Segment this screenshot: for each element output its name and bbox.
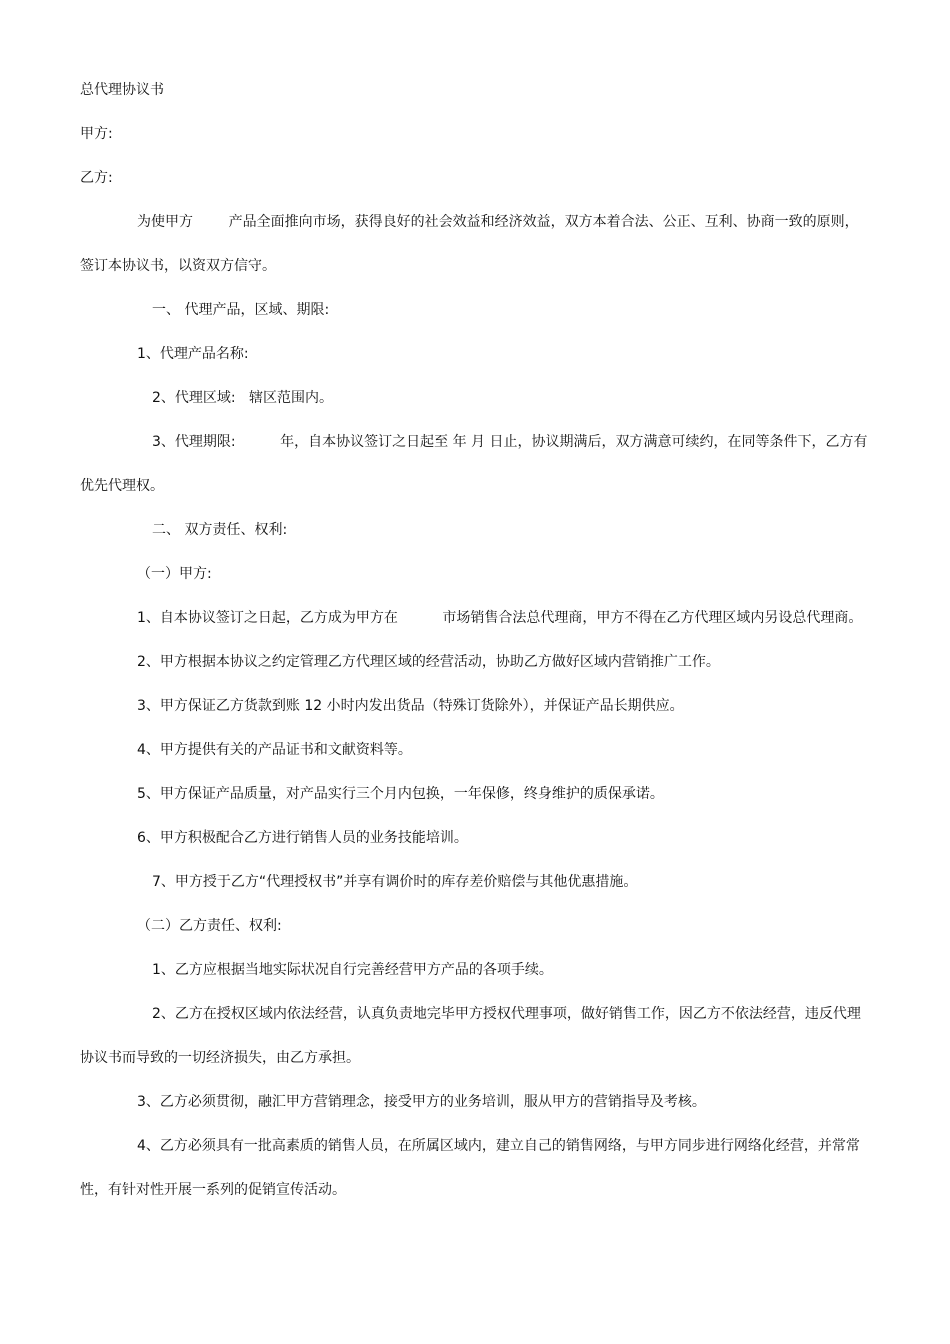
intro-paragraph-line1: 为使甲方 产品全面推向市场，获得良好的社会效益和经济效益，双方本着合法、公正、互利、协商一致的原则， xyxy=(137,214,859,230)
document-title: 总代理协议书 xyxy=(80,82,164,98)
party-b-clause-2-line2: 协议书而导致的一切经济损失，由乙方承担。 xyxy=(80,1050,360,1066)
section1-item1: 1、代理产品名称: xyxy=(137,346,249,362)
subsection-party-b-heading: （二）乙方责任、权利: xyxy=(137,918,282,934)
party-a-clause-5: 5、甲方保证产品质量，对产品实行三个月内包换，一年保修，终身维护的质保承诺。 xyxy=(137,786,664,802)
section1-heading: 一、 代理产品，区域、期限: xyxy=(152,302,330,318)
party-b-clause-4-line2: 性，有针对性开展一系列的促销宣传活动。 xyxy=(80,1182,346,1198)
party-b-label: 乙方: xyxy=(80,170,113,186)
party-a-clause-3: 3、甲方保证乙方货款到账 12 小时内发出货品（特殊订货除外），并保证产品长期供应。 xyxy=(137,698,684,714)
party-b-clause-3: 3、乙方必须贯彻，融汇甲方营销理念，接受甲方的业务培训，服从甲方的营销指导及考核。 xyxy=(137,1094,706,1110)
party-a-label: 甲方: xyxy=(80,126,113,142)
party-b-clause-4-line1: 4、乙方必须具有一批高素质的销售人员，在所属区域内，建立自己的销售网络，与甲方同步进行网络化经营，并常常 xyxy=(137,1138,860,1154)
party-a-clause-6: 6、甲方积极配合乙方进行销售人员的业务技能培训。 xyxy=(137,830,468,846)
party-a-clause-2: 2、甲方根据本协议之约定管理乙方代理区域的经营活动，协助乙方做好区域内营销推广工作。 xyxy=(137,654,720,670)
party-a-clause-1: 1、自本协议签订之日起，乙方成为甲方在 市场销售合法总代理商，甲方不得在乙方代理区域内另设总代理商。 xyxy=(137,610,863,626)
party-b-clause-2-line1: 2、乙方在授权区域内依法经营，认真负责地完毕甲方授权代理事项，做好销售工作，因乙方不依法经营，违反代理 xyxy=(152,1006,861,1022)
party-a-clause-4: 4、甲方提供有关的产品证书和文献资料等。 xyxy=(137,742,412,758)
intro-paragraph-line2: 签订本协议书，以资双方信守。 xyxy=(80,258,276,274)
subsection-party-a-heading: （一）甲方: xyxy=(137,566,212,582)
section2-heading: 二、 双方责任、权利: xyxy=(152,522,288,538)
section1-item3-line2: 优先代理权。 xyxy=(80,478,164,494)
party-a-clause-7: 7、甲方授于乙方“代理授权书”并享有调价时的库存差价赔偿与其他优惠措施。 xyxy=(152,874,638,890)
section1-item3-line1: 3、代理期限: 年，自本协议签订之日起至 年 月 日止，协议期满后，双方满意可续约，在同等条件下，乙方有 xyxy=(152,434,868,450)
section1-item2: 2、代理区域: 辖区范围内。 xyxy=(152,390,333,406)
party-b-clause-1: 1、乙方应根据当地实际状况自行完善经营甲方产品的各项手续。 xyxy=(152,962,553,978)
